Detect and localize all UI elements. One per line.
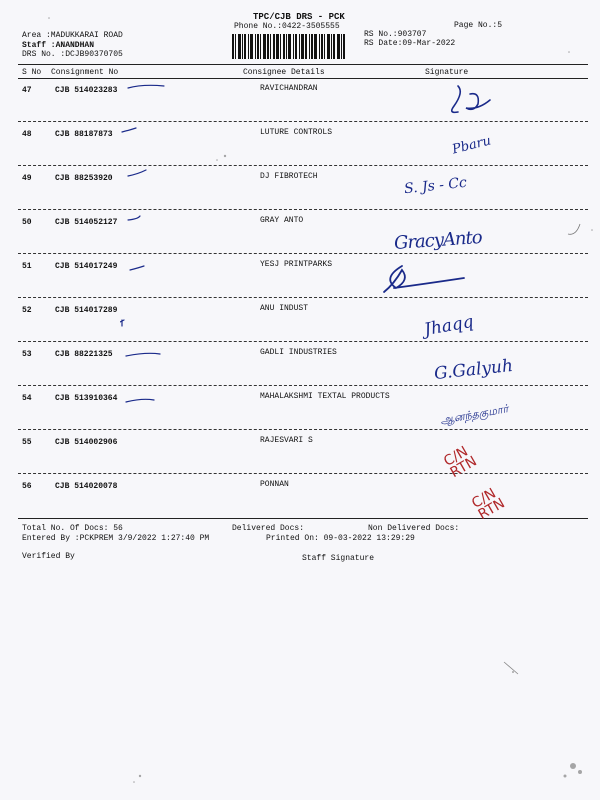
row-consignment: CJB 514017289	[55, 306, 118, 315]
row-sno: 56	[22, 482, 32, 491]
col-consignment: Consignment No	[51, 68, 119, 77]
row-sno: 55	[22, 438, 32, 447]
row-sno: 47	[22, 86, 32, 95]
staff-label: Staff :ANANDHAN	[22, 41, 95, 50]
row-sno: 48	[22, 130, 32, 139]
row-consignee: RAVICHANDRAN	[260, 84, 318, 93]
signature-55-return: C/N RTN	[441, 443, 480, 482]
row-consignment: CJB 514020078	[55, 482, 118, 491]
total-docs: Total No. Of Docs: 56	[22, 524, 123, 533]
rs-date: RS Date:09-Mar-2022	[364, 39, 456, 48]
col-signature: Signature	[425, 68, 469, 77]
signature-48: Pbaru	[450, 133, 493, 158]
area-label: Area :MADUKKARAI ROAD	[22, 31, 123, 40]
staff-signature: Staff Signature	[302, 554, 375, 563]
signature-52: Jhaqq	[422, 311, 476, 341]
row-consignment: CJB 514052127	[55, 218, 118, 227]
row-sno: 54	[22, 394, 32, 403]
row-consignment: CJB 514023283	[55, 86, 118, 95]
row-consignment: CJB 514017249	[55, 262, 118, 271]
printed-on: Printed On: 09-03-2022 13:29:29	[266, 534, 415, 543]
entered-by: Entered By :PCKPREM 3/9/2022 1:27:40 PM	[22, 534, 210, 543]
row-consignee: PONNAN	[260, 480, 289, 489]
row-consignment: CJB 88221325	[55, 350, 113, 359]
non-delivered-docs: Non Delivered Docs:	[368, 524, 460, 533]
row-sno: 51	[22, 262, 32, 271]
phone-number: Phone No.:0422-3505555	[234, 22, 340, 31]
row-consignee: DJ FIBROTECH	[260, 172, 318, 181]
col-sno: S No	[22, 68, 42, 77]
row-consignment: CJB 513910364	[55, 394, 118, 403]
sheet-title: TPC/CJB DRS - PCK	[253, 12, 345, 22]
signature-53: G.Galyuh	[433, 355, 514, 385]
page-number: Page No.:5	[454, 21, 503, 30]
row-consignment: CJB 88187873	[55, 130, 113, 139]
delivered-docs: Delivered Docs:	[232, 524, 305, 533]
row-sno: 53	[22, 350, 32, 359]
signature-50: GracyAnto	[393, 226, 483, 255]
row-consignment: CJB 88253920	[55, 174, 113, 183]
row-consignment: CJB 514002906	[55, 438, 118, 447]
row-consignee: LUTURE CONTROLS	[260, 128, 333, 137]
signature-56-return: C/N RTN	[469, 485, 508, 524]
row-sno: 49	[22, 174, 32, 183]
signature-54: ஆனந்தகுமார்	[439, 402, 510, 427]
row-consignee: RAJESVARI S	[260, 436, 313, 445]
drs-number: DRS No. :DCJB90370705	[22, 50, 123, 59]
row-consignee: YESJ PRINTPARKS	[260, 260, 333, 269]
rs-number: RS No.:903707	[364, 30, 427, 39]
row-consignee: GADLI INDUSTRIES	[260, 348, 337, 357]
col-consignee: Consignee Details	[243, 68, 325, 77]
row-consignee: GRAY ANTO	[260, 216, 304, 225]
row-sno: 52	[22, 306, 32, 315]
row-sno: 50	[22, 218, 32, 227]
row-consignee: ANU INDUST	[260, 304, 309, 313]
verified-by: Verified By	[22, 552, 75, 561]
row-consignee: MAHALAKSHMI TEXTAL PRODUCTS	[260, 392, 390, 401]
signature-49: S. Js - Cc	[403, 174, 468, 198]
